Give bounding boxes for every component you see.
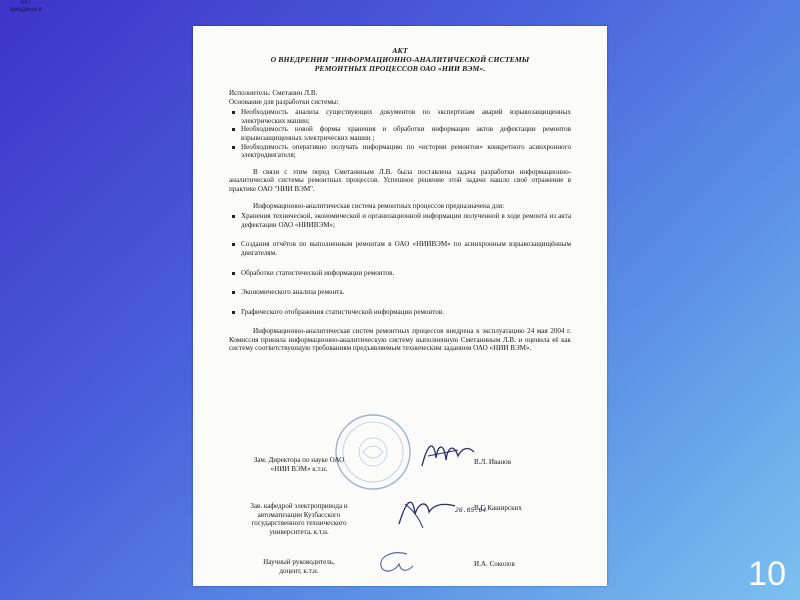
position-line: Зав. кафедрой электропривода и [250,502,348,510]
position-line: Зам. Директора по науке ОАО [253,456,345,464]
purpose-item: Создания отчётов по выполненным ремонтам в ОАО «НИИВЭМ» по асинхронным взрывозащищённым двигателям. [241,240,571,257]
signatory-position [229,456,369,473]
basis-item: Необходимость новой формы хранения и обработки информации актов дефектации ремонтов взрывозащищенных электрических машин ; [241,125,571,142]
purpose-item: Обработки статистической информации ремонтов. [241,269,571,278]
corner-label: АКТ внедрени я [10,0,42,13]
title-line: АКТ [392,46,408,55]
title-line: РЕМОНТНЫХ ПРОЦЕССОВ ОАО «НИИ ВЭМ». [314,64,486,73]
document-title [229,46,571,73]
position-line: автоматизации Кузбасского [257,510,341,519]
position-line: государственного технического [251,519,347,528]
basis-item: Необходимость оперативно получать информацию по «истории ремонтов» конкретного асинхронного электродвигателя; [241,142,571,160]
document-scan [193,26,607,586]
purpose-heading: Информационно-аналитическая система ремонтных процессов предназначена для: [253,201,505,210]
signatory-position [229,558,369,575]
purpose-item: Графического отображения статистической информации ремонтов. [241,308,571,317]
title-line: О ВНЕДРЕНИИ "ИНФОРМАЦИОННО-АНАЛИТИЧЕСКОЙ СИСТЕМЫ [270,55,530,64]
signatory-name: И.А. Соколов [474,560,515,568]
handwritten-date: 26.05.04 [455,506,487,514]
signatory-row [229,456,571,502]
basis-list [229,108,571,160]
purpose-item: Хранения технической, экономической и организационной информации полученной в ходе ремонта из акта дефектации ОАО «НИИВЭМ»; [241,212,571,229]
basis-item: Необходимость анализа существующих документов по экспертизам аварий взрывозащищенных электрических машин; [241,108,571,125]
signatures-block [229,456,571,586]
position-line: Научный руководитель, [263,558,335,566]
signatory-row [229,502,571,558]
position-line: «НИИ ВЭМ» к.т.н. [270,464,328,473]
signatory-row [229,558,571,586]
executor-line: Исполнитель: Сметанин Л.В. [229,89,318,97]
signatory-name: В.Л. Иванов [474,458,512,466]
position-line: доцент, к.т.н. [279,566,319,575]
signatory-position [229,502,369,536]
document-body [229,46,571,353]
basis-heading: Основание для разработки системы: [229,97,339,106]
purpose-list [229,212,571,316]
position-line: университета, к.т.н. [269,527,329,536]
task-paragraph: В связи с этим перед Сметаниным Л.В. была поставлена задача разработки информационно-аналитической системы ремонтных процессов. Успешное решение этой задачи нашло своё отражение в практике ОАО "НИИ ВЭМ". [229,167,571,193]
signatory-name: В.Г. Каширских [474,504,522,512]
slide-number: 10 [748,555,786,593]
conclusion-paragraph: Информационно-аналитическая систем ремонтных процессов внедрена в эксплуатацию 24 мая 2004 г. Комиссия приняла информационно-аналитическую систему выполненную Сметаниным Л.В. и оценила её как систему соответствующую требованиям предъявляемым техническим заданием ОАО «НИИ ВЭМ». [229,327,571,353]
purpose-item: Экономического анализа ремонта. [241,288,571,297]
